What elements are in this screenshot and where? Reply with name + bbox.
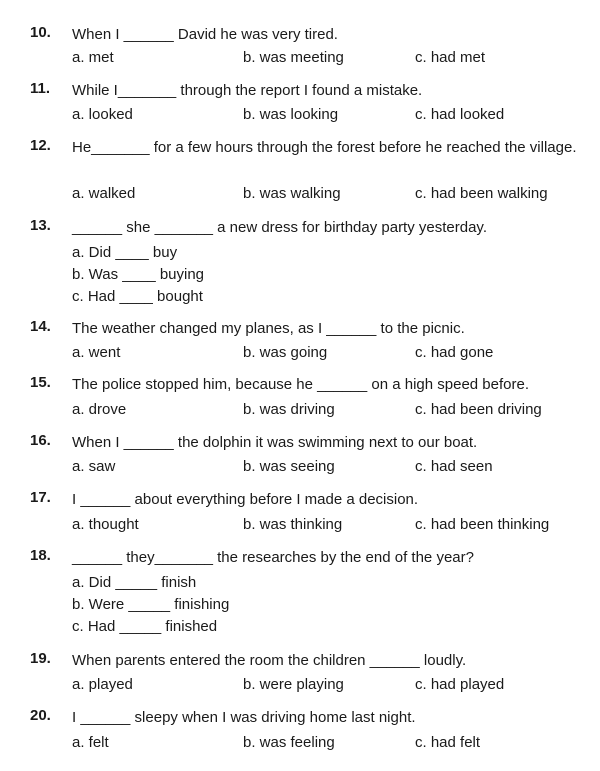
option-c: c. had seen bbox=[415, 458, 493, 475]
question-number: 13. bbox=[30, 217, 51, 234]
option-b: b. was seeing bbox=[243, 458, 335, 475]
question-number: 15. bbox=[30, 374, 51, 391]
question-number: 17. bbox=[30, 489, 51, 506]
option-b: b. was feeling bbox=[243, 734, 335, 751]
question-stem: When I ______ the dolphin it was swimming next to our boat. bbox=[72, 434, 478, 451]
question-stem: The police stopped him, because he ______ on a high speed before. bbox=[72, 376, 530, 393]
option-a: a. met bbox=[72, 49, 114, 66]
question-number: 12. bbox=[30, 137, 51, 154]
option-c: c. had played bbox=[415, 676, 505, 693]
option-b: b. were playing bbox=[243, 676, 344, 693]
option-a: a. felt bbox=[72, 734, 109, 751]
question-stem: When parents entered the room the children ______ loudly. bbox=[72, 652, 467, 669]
question-stem: While I_______ through the report I found a mistake. bbox=[72, 82, 423, 99]
option-b: b. was thinking bbox=[243, 516, 343, 533]
option-a: a. drove bbox=[72, 401, 127, 418]
option-c: c. had met bbox=[415, 49, 486, 66]
question-stem: I ______ about everything before I made a decision. bbox=[72, 491, 419, 508]
option-c: c. Had _____ finished bbox=[72, 618, 218, 635]
option-c: c. had been thinking bbox=[415, 516, 550, 533]
option-a: a. saw bbox=[72, 458, 116, 475]
question-number: 19. bbox=[30, 650, 51, 667]
option-b: b. Was ____ buying bbox=[72, 266, 205, 283]
option-c: c. had been driving bbox=[415, 401, 542, 418]
option-b: b. was going bbox=[243, 344, 328, 361]
option-b: b. was driving bbox=[243, 401, 335, 418]
option-a: a. walked bbox=[72, 185, 136, 202]
option-b: b. Were _____ finishing bbox=[72, 596, 230, 613]
question-stem: ______ she _______ a new dress for birthday party yesterday. bbox=[72, 219, 487, 236]
question-number: 18. bbox=[30, 547, 51, 564]
question-number: 11. bbox=[30, 80, 51, 97]
question-stem: The weather changed my planes, as I ______ to the picnic. bbox=[72, 320, 465, 337]
option-a: a. Did ____ buy bbox=[72, 244, 178, 261]
question-number: 16. bbox=[30, 432, 51, 449]
question-stem: I ______ sleepy when I was driving home last night. bbox=[72, 709, 416, 726]
option-b: b. was looking bbox=[243, 106, 339, 123]
question-stem: He_______ for a few hours through the forest before he reached the village. bbox=[72, 139, 577, 156]
option-b: b. was walking bbox=[243, 185, 341, 202]
question-stem: When I ______ David he was very tired. bbox=[72, 26, 338, 43]
option-c: c. Had ____ bought bbox=[72, 288, 203, 305]
question-number: 10. bbox=[30, 24, 51, 41]
question-number: 14. bbox=[30, 318, 51, 335]
option-a: a. looked bbox=[72, 106, 133, 123]
option-c: c. had gone bbox=[415, 344, 494, 361]
option-b: b. was meeting bbox=[243, 49, 344, 66]
option-c: c. had been walking bbox=[415, 185, 548, 202]
option-c: c. had looked bbox=[415, 106, 505, 123]
question-stem: ______ they_______ the researches by the end of the year? bbox=[72, 549, 474, 566]
option-c: c. had felt bbox=[415, 734, 481, 751]
option-a: a. went bbox=[72, 344, 121, 361]
option-a: a. thought bbox=[72, 516, 139, 533]
question-number: 20. bbox=[30, 707, 51, 724]
option-a: a. Did _____ finish bbox=[72, 574, 197, 591]
option-a: a. played bbox=[72, 676, 133, 693]
